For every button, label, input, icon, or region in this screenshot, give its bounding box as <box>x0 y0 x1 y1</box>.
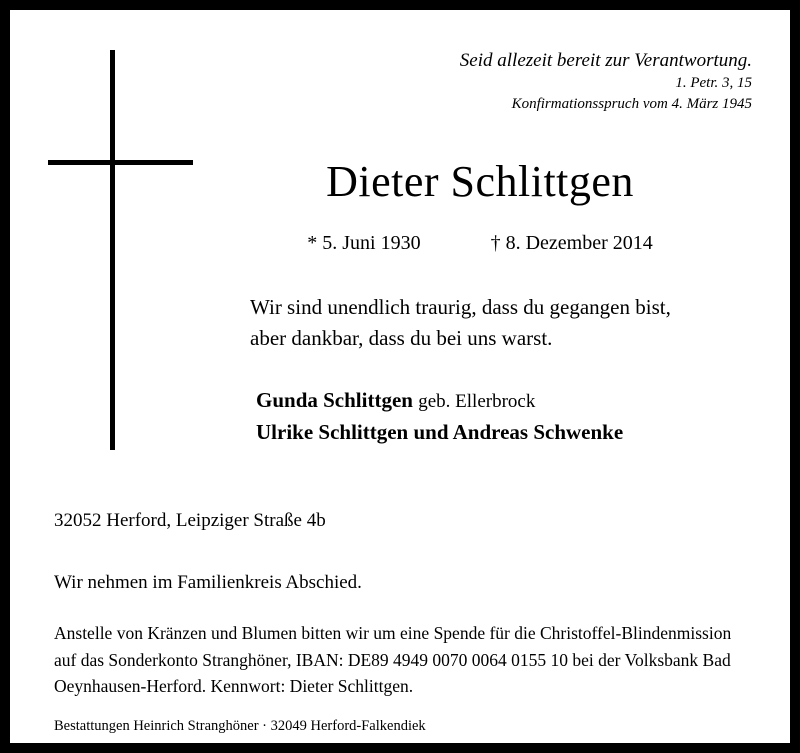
farewell-note: Wir nehmen im Familienkreis Abschied. <box>54 572 362 593</box>
cross-horizontal-bar <box>48 160 193 165</box>
birth-date: * 5. Juni 1930 <box>307 232 421 254</box>
donation-note <box>54 620 754 700</box>
family-member-maiden-name: geb. Ellerbrock <box>418 391 536 412</box>
deceased-name-block <box>200 158 760 206</box>
obituary-card <box>10 10 790 743</box>
verse-occasion: Konfirmationsspruch vom 4. März 1945 <box>511 95 752 112</box>
verse-text: Seid allezeit bereit zur Verantwortung. <box>459 50 752 71</box>
memorial-message <box>250 292 671 354</box>
donation-line-2: auf das Sonderkonto Stranghöner, IBAN: DE89 4949 0070 0064 0155 10 bei der Volksbank Bad <box>54 649 731 670</box>
cross-vertical-bar <box>110 50 115 450</box>
cross-icon <box>48 50 193 450</box>
donation-line-3: Oeynhausen-Herford. Kennwort: Dieter Schlittgen. <box>54 676 414 697</box>
verse-reference: 1. Petr. 3, 15 <box>675 75 752 92</box>
family-line-2: Ulrike Schlittgen und Andreas Schwenke <box>256 419 624 444</box>
verse-block <box>460 48 752 114</box>
life-dates <box>200 232 760 255</box>
deceased-name: Dieter Schlittgen <box>326 157 634 206</box>
family-block <box>256 385 623 449</box>
address: 32052 Herford, Leipziger Straße 4b <box>54 510 326 531</box>
memorial-message-line-1: Wir sind unendlich traurig, dass du gegangen bist, <box>250 295 671 319</box>
funeral-home-footer: Bestattungen Heinrich Stranghöner · 32049 Herford-Falkendiek <box>54 718 426 734</box>
donation-line-1: Anstelle von Kränzen und Blumen bitten wir um eine Spende für die Christoffel-Blindenmission <box>54 623 732 643</box>
death-date: † 8. Dezember 2014 <box>490 232 653 254</box>
family-line-1 <box>256 385 623 417</box>
memorial-message-line-2: aber dankbar, dass du bei uns warst. <box>250 326 553 351</box>
family-member-name: Gunda Schlittgen <box>256 388 413 412</box>
